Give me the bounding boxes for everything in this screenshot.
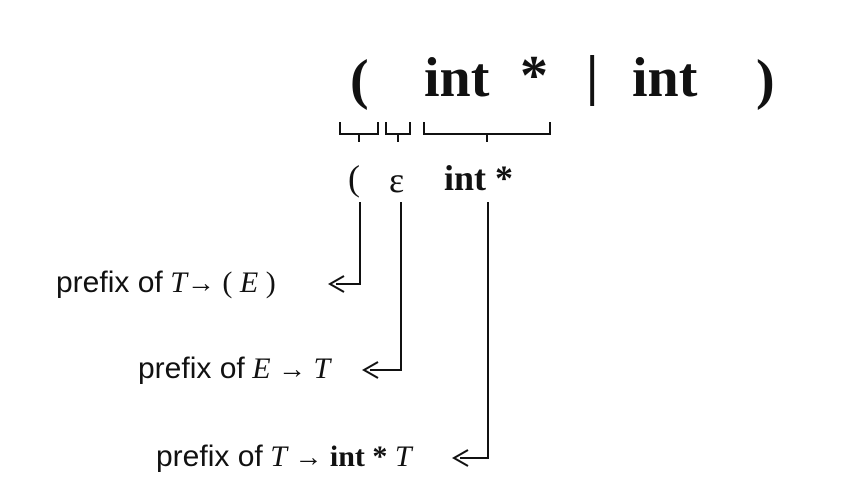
label-prefix-e-t <box>138 354 330 384</box>
label-arrow: → <box>294 442 323 473</box>
prefix-open-paren: ( <box>348 158 360 198</box>
label-int: int <box>329 440 365 473</box>
input-int-2: int <box>632 47 698 109</box>
label-t: T <box>394 440 412 473</box>
input-int-1: int <box>424 47 490 109</box>
label-e: E <box>239 266 259 299</box>
label-prefix-text: prefix of <box>156 440 263 473</box>
label-lhs: T <box>270 440 287 473</box>
label-rhs: T <box>313 352 331 385</box>
prefix-epsilon: ε <box>389 160 405 200</box>
label-open-paren: ( <box>222 266 233 299</box>
label-arrow: → <box>278 354 307 385</box>
label-prefix-text: prefix of <box>56 266 163 299</box>
label-star: * <box>372 440 388 473</box>
label-close-paren: ) <box>265 266 276 299</box>
label-prefix-t-int <box>156 442 412 472</box>
leader-int-star <box>460 202 488 458</box>
input-star: * <box>520 45 548 107</box>
input-open-paren: ( <box>350 49 369 111</box>
label-prefix-text: prefix of <box>138 352 245 385</box>
label-arrow: → <box>186 268 215 299</box>
label-prefix-t-paren <box>56 268 276 298</box>
leader-epsilon <box>370 202 401 370</box>
input-close-paren: ) <box>756 49 775 111</box>
brace-open-paren <box>340 122 378 142</box>
label-lhs: E <box>252 352 271 385</box>
input-bar: | <box>586 45 599 107</box>
leader-open-paren <box>336 202 360 284</box>
label-lhs: T <box>170 266 187 299</box>
brace-int-star <box>424 122 550 142</box>
prefix-int-star: int * <box>444 158 514 198</box>
brace-epsilon <box>386 122 410 142</box>
